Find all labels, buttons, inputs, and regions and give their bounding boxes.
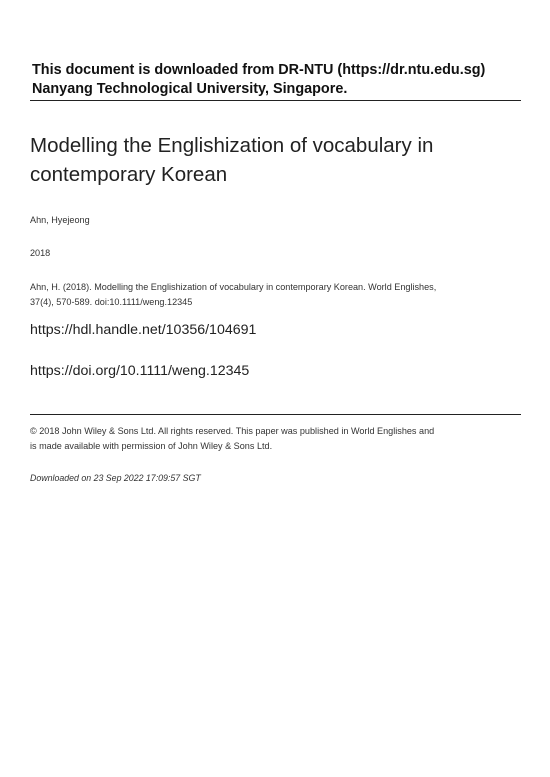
author: Ahn, Hyejeong bbox=[30, 215, 90, 225]
header-source-line: This document is downloaded from DR-NTU (https://dr.ntu.edu.sg) bbox=[32, 62, 486, 78]
citation: Ahn, H. (2018). Modelling the Englishization of vocabulary in contemporary Korean. World Englishes, 37(4), 570-589. doi:10.1111/weng.12345 bbox=[30, 282, 437, 307]
doi-link[interactable]: https://doi.org/10.1111/weng.12345 bbox=[30, 363, 250, 379]
download-timestamp: Downloaded on 23 Sep 2022 17:09:57 SGT bbox=[30, 473, 201, 483]
publication-year: 2018 bbox=[30, 248, 51, 258]
repository-header bbox=[30, 61, 521, 101]
document-title: Modelling the Englishization of vocabulary in contemporary Korean bbox=[30, 134, 434, 186]
header-institution-line: Nanyang Technological University, Singapore. bbox=[32, 81, 348, 97]
handle-link[interactable]: https://hdl.handle.net/10356/104691 bbox=[30, 322, 257, 338]
copyright-notice: © 2018 John Wiley & Sons Ltd. All rights reserved. This paper was published in World Englishes and is made available with permission of John Wiley & Sons Ltd. bbox=[30, 426, 435, 451]
divider bbox=[30, 414, 521, 415]
